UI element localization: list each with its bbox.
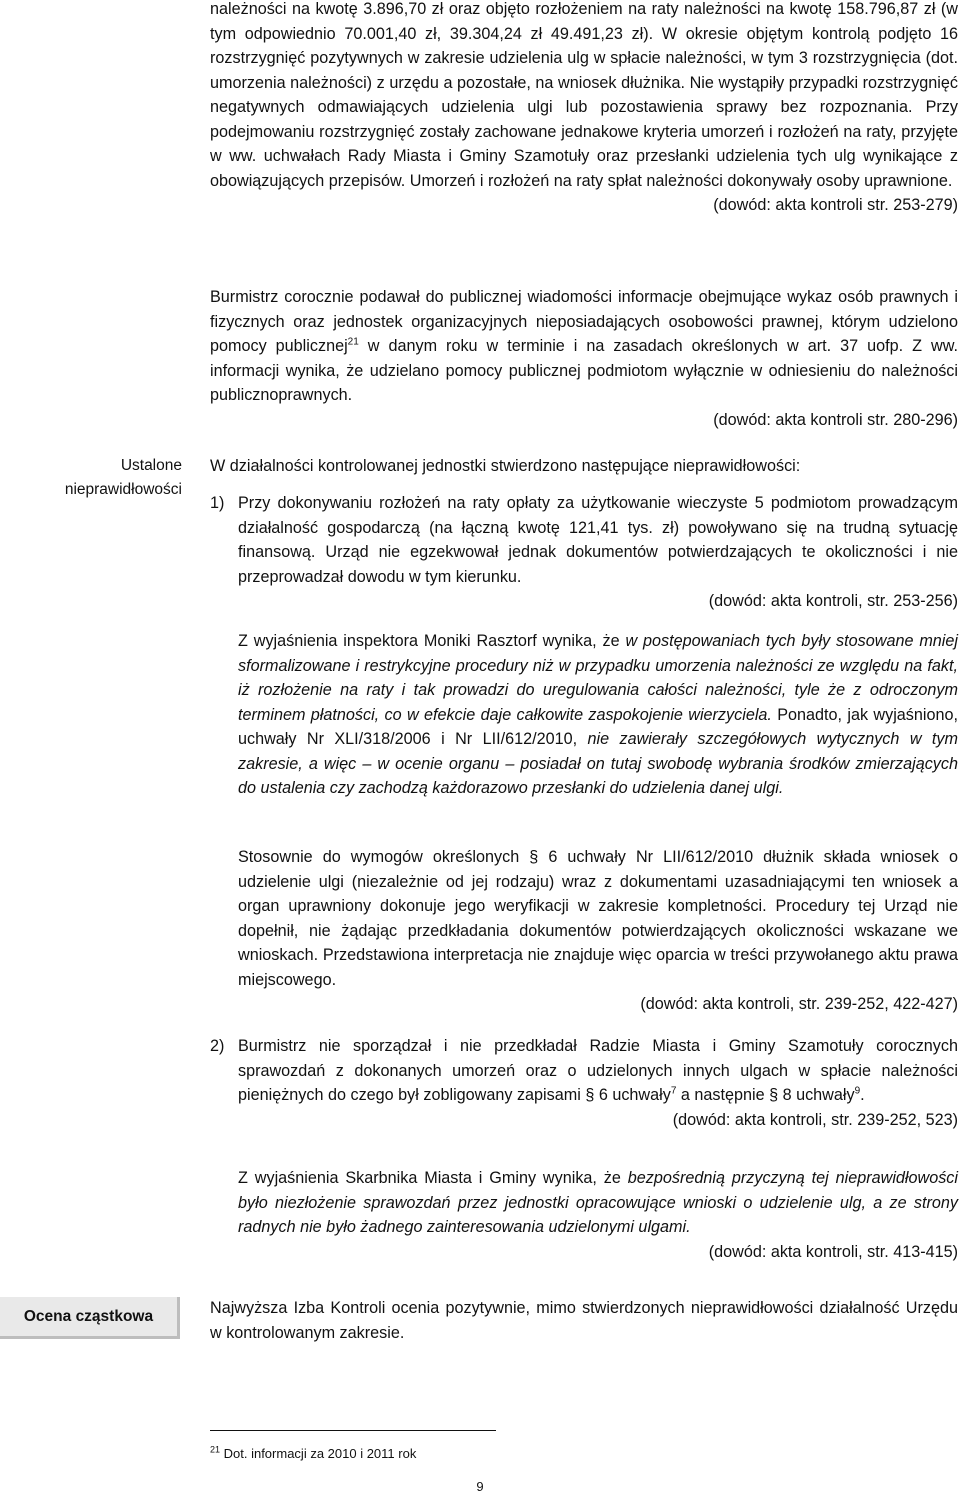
text-segment: Z wyjaśnienia inspektora Moniki Rasztorf wynika, że — [238, 632, 626, 650]
partial-score-text — [210, 1296, 958, 1345]
item-number: 2) — [210, 1037, 225, 1055]
irregularity-item-1 — [210, 491, 958, 614]
text-segment: . — [860, 1086, 865, 1104]
explanation-text — [238, 629, 958, 801]
text-segment: Ponadto, jak wyjaśniono, uchwały Nr XLI/318/2006 i Nr LII/612/2010, — [238, 705, 958, 748]
page-number: 9 — [476, 1479, 484, 1494]
explanation-inspector — [238, 629, 958, 801]
paragraph-regulation — [238, 845, 958, 1017]
item-text — [238, 1034, 958, 1108]
footnote-number: 21 — [210, 1444, 221, 1455]
side-label-irregularities: Ustalone nieprawidłowości — [64, 457, 182, 498]
intro-text: W działalności kontrolowanej jednostki stwierdzono następujące nieprawidłowości: — [210, 457, 801, 475]
paragraph-text: Stosownie do wymogów określonych § 6 uchwały Nr LII/612/2010 dłużnik składa wniosek o udzielenie ulgi (niezależnie od jej rodzaju) wraz z dokumentami uzasadniającymi ten wniosek a organ uprawniony dokonuje jego weryfikacji w zakresie kompletności. Procedury tej Urząd nie dopełnił, nie żądając przedkładania dokumentów potwierdzających okoliczności wskazane we wnioskach. Przedstawiona interpretacja nie znajduje więc oparcia w treści przywołanego aktu prawa miejscowego. — [238, 848, 958, 989]
text-segment: Burmistrz nie sporządzał i nie przedkładał Radzie Miasta i Gminy Szamotuły corocznych sprawozdań z dokonanych umorzeń oraz o udzielonych innych ulgach w spłacie należności pieniężnych do czego był zobligowany zapisami § 6 uchwały — [238, 1037, 958, 1104]
partial-score-label: Ocena cząstkowa — [0, 1297, 180, 1339]
irregularities-intro — [210, 454, 958, 479]
explanation-text — [238, 1166, 958, 1240]
item-text: Przy dokonywaniu rozłożeń na raty opłaty za użytkowanie wieczyste 5 podmiotom prowadzącym działalność gospodarczą (na łączną kwotę 121,41 tys. zł) powoływano się na trudną sytuację finansową. Urząd nie egzekwował jednak dokumentów potwierdzających te okoliczności i nie przeprowadzał dowodu w tym kierunku. — [238, 494, 958, 586]
text-segment: a następnie § 8 uchwały — [676, 1086, 855, 1104]
evidence-reference: (dowód: akta kontroli, str. 239-252, 422-427) — [640, 995, 958, 1013]
footnote-text: Dot. informacji za 2010 i 2011 rok — [220, 1446, 417, 1461]
quote-segment: bezpośrednią przyczyną tej nieprawidłowości było niezłożenie sprawozdań przez jednostki opracowujące wnioski o udzielenie ulg, a ze strony radnych nie było żadnego zainteresowania udzielonymi ulgami. — [238, 1169, 958, 1236]
paragraph-relief-summary — [210, 0, 958, 218]
paragraph-public-aid — [210, 285, 958, 432]
evidence-reference: (dowód: akta kontroli, str. 253-256) — [708, 592, 958, 610]
paragraph-text: należności na kwotę 3.896,70 zł oraz objęto rozłożeniem na raty należności na kwotę 158.796,87 zł (w tym odpowiednio 70.001,40 zł, 39.304,24 zł 49.491,23 zł). W okresie objętym kontrolą podjęto 16 rozstrzygnięć pozytywnych w zakresie udzielenia ulg w spłacie należności, w tym 3 rozstrzygnięcia (dot. umorzenia należności) z urzędu a pozostałe, na wniosek dłużnika. Nie wystąpiły przypadki rozstrzygnięć negatywnych odmawiających udzielenia ulgi lub pozostawienia sprawy bez rozpoznania. Przy podejmowaniu rozstrzygnięć zostały zachowane jednakowe kryteria umorzeń i rozłożeń na raty, przyjęte w ww. uchwałach Rady Miasta i Gminy Szamotuły oraz przesłanki udzielenia tych ulg wynikające z obowiązujących przepisów. Umorzeń i rozłożeń na raty spłat należności dokonywały osoby uprawnione. — [210, 0, 958, 190]
quote-segment: nie zawierały szczegółowych wytycznych w tym zakresie, a więc – w ocenie organu – posiadał on tutaj swobodę wybrania środków zmierzających do ustalenia czy zachodzą każdorazowo przesłanki do udzielenia danej ulgi. — [238, 730, 958, 797]
evidence-reference: (dowód: akta kontroli str. 253-279) — [713, 196, 958, 214]
footnote-ref: 7 — [670, 1085, 677, 1097]
text-segment: Z wyjaśnienia Skarbnika Miasta i Gminy wynika, że — [238, 1169, 628, 1187]
paragraph-text — [210, 285, 958, 408]
evidence-reference: (dowód: akta kontroli, str. 239-252, 523) — [672, 1110, 958, 1129]
text-segment: w danym roku w terminie i na zasadach określonych w art. 37 uofp. Z ww. informacji wynika, że udzielano pomocy publicznej podmiotom wyłącznie w odniesieniu do należności publicznoprawnych. — [210, 337, 958, 404]
footnote-ref: 9 — [854, 1085, 861, 1097]
item-number: 1) — [210, 494, 225, 512]
explanation-treasurer — [238, 1166, 958, 1264]
score-text: Najwyższa Izba Kontroli ocenia pozytywnie, mimo stwierdzonych nieprawidłowości działalność Urzędu w kontrolowanym zakresie. — [210, 1299, 958, 1342]
evidence-reference: (dowód: akta kontroli, str. 413-415) — [708, 1242, 958, 1261]
text-segment: Burmistrz corocznie podawał do publicznej wiadomości informacje obejmujące wykaz osób prawnych i fizycznych oraz jednostek organizacyjnych nieposiadających osobowości prawnej, którym udzielono pomocy publicznej — [210, 288, 958, 355]
footnote-ref: 21 — [347, 336, 359, 348]
footnote — [210, 1446, 416, 1461]
evidence-reference: (dowód: akta kontroli str. 280-296) — [713, 410, 958, 429]
footnote-divider — [210, 1430, 496, 1431]
quote-segment: w postępowaniach tych były stosowane mniej sformalizowane i restrykcyjne procedury niż w przypadku umorzenia należności ze względu na fakt, iż rozłożenie na raty i tak prowadzi do uregulowania całości należności, tyle że z odroczonym terminem płatności, co w efekcie daje całkowite zaspokojenie wierzyciela. — [238, 632, 958, 724]
irregularity-item-2 — [210, 1034, 958, 1132]
